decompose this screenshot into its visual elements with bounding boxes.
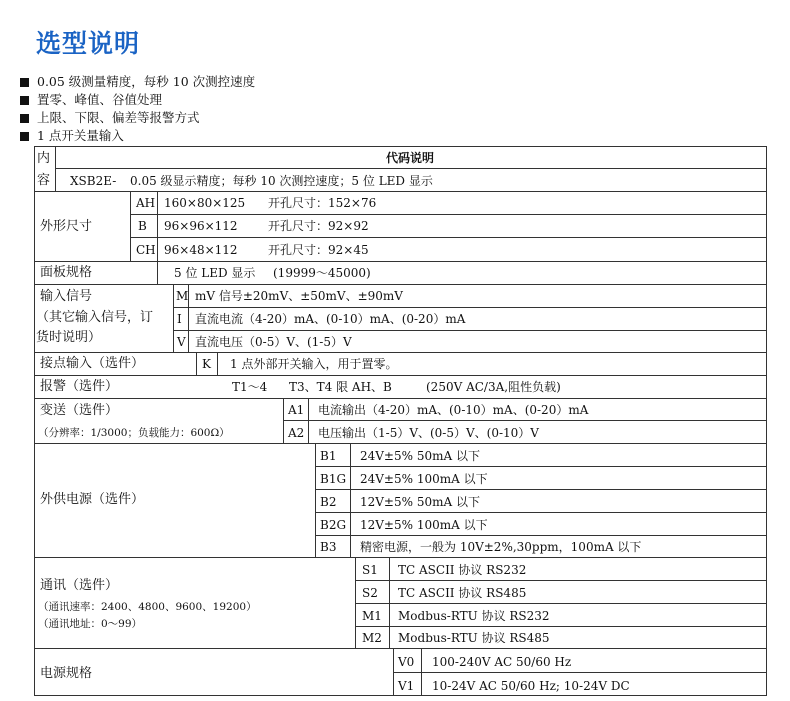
feature-item: 上限、下限、偏差等报警方式	[20, 111, 200, 125]
option-code: M	[176, 289, 189, 303]
dimensions-label: 外形尺寸	[40, 219, 93, 234]
option-code: V1	[398, 679, 415, 693]
option-desc: 12V±5% 50mA 以下	[360, 495, 480, 509]
option-code: B1G	[320, 472, 347, 486]
option-desc: TC ASCII 协议 RS485	[398, 586, 527, 600]
input-note: （其它输入信号，订	[36, 310, 154, 325]
option-code: AH	[136, 196, 156, 210]
option-code: M2	[362, 631, 382, 645]
option-desc: 96×48×112	[164, 243, 238, 257]
page-title: 选型说明	[36, 29, 141, 58]
option-desc: 1 点外部开关输入，用于置零。	[230, 357, 398, 371]
option-desc: 100-240V AC 50/60 Hz	[432, 655, 572, 669]
transmit-note: （分辨率：1/3000；负载能力：600Ω）	[38, 427, 230, 439]
model-desc: 0.05 级显示精度；每秒 10 次测控速度；5 位 LED 显示	[130, 174, 433, 188]
transmit-label: 变送（选件）	[40, 403, 119, 418]
comm-label: 通讯（选件）	[40, 578, 119, 593]
option-desc: 开孔尺寸：92×45	[268, 243, 369, 257]
panel-range: (19999～45000)	[273, 266, 371, 280]
option-desc: 精密电源，一般为 10V±2%,30ppm，100mA 以下	[360, 540, 642, 554]
option-code: CH	[136, 243, 156, 257]
option-code: V0	[398, 655, 415, 669]
input-label: 输入信号	[40, 289, 93, 304]
option-code: B	[138, 219, 147, 233]
option-desc: mV 信号±20mV、±50mV、±90mV	[195, 289, 403, 303]
comm-note: （通讯地址：0～99）	[38, 618, 143, 630]
option-code: B2G	[320, 518, 347, 532]
option-desc: 直流电压（0-5）V、(1-5）V	[195, 335, 352, 349]
option-code: I	[177, 312, 182, 326]
option-desc: 开孔尺寸：152×76	[268, 196, 377, 210]
option-desc: 160×80×125	[164, 196, 246, 210]
option-desc: 电流输出（4-20）mA、(0-10）mA、(0-20）mA	[318, 403, 589, 417]
model-code: XSB2E-	[70, 174, 117, 188]
feature-item: 0.05 级测量精度，每秒 10 次测控速度	[20, 75, 255, 89]
option-desc: 直流电流（4-20）mA、(0-10）mA、(0-20）mA	[195, 312, 466, 326]
option-code: V	[177, 335, 186, 349]
content-label: 容	[37, 173, 51, 188]
comm-note: （通讯速率：2400、4800、9600、19200）	[38, 601, 257, 613]
panel-label: 面板规格	[40, 265, 93, 280]
alarm-label: 报警（选件）	[40, 379, 119, 394]
content-label: 内	[37, 151, 51, 166]
option-code: B3	[320, 540, 337, 554]
option-code: B2	[320, 495, 337, 509]
option-code: A1	[288, 403, 305, 417]
option-desc: 电压输出（1-5）V、(0-5）V、(0-10）V	[318, 426, 539, 440]
option-desc: Modbus-RTU 协议 RS485	[398, 631, 550, 645]
option-desc: 24V±5% 50mA 以下	[360, 449, 480, 463]
power-label: 电源规格	[40, 666, 93, 681]
bullet-square-icon	[20, 96, 29, 105]
panel-desc: 5 位 LED 显示	[174, 266, 256, 280]
alarm-rating: (250V AC/3A,阻性负载)	[426, 380, 561, 394]
option-code: S2	[362, 586, 378, 600]
option-code: A2	[288, 426, 305, 440]
option-desc: 96×96×112	[164, 219, 238, 233]
option-code: K	[202, 357, 211, 371]
option-code: S1	[362, 563, 378, 577]
code-header: 代码说明	[386, 151, 435, 165]
contact-label: 接点输入（选件）	[40, 356, 145, 371]
option-desc: 10-24V AC 50/60 Hz; 10-24V DC	[432, 679, 630, 693]
bullet-square-icon	[20, 78, 29, 87]
bullet-square-icon	[20, 132, 29, 141]
option-code: T1～4	[232, 380, 268, 394]
input-note: 货时说明）	[36, 330, 102, 345]
option-code: B1	[320, 449, 337, 463]
option-desc: TC ASCII 协议 RS232	[398, 563, 527, 577]
supply-label: 外供电源（选件）	[40, 492, 145, 507]
option-desc: 12V±5% 100mA 以下	[360, 518, 488, 532]
bullet-square-icon	[20, 114, 29, 123]
feature-item: 置零、峰值、谷值处理	[20, 93, 162, 107]
option-desc: Modbus-RTU 协议 RS232	[398, 609, 550, 623]
option-desc: T3、T4 限 AH、B	[289, 380, 392, 394]
feature-item: 1 点开关量输入	[20, 129, 124, 143]
option-desc: 开孔尺寸：92×92	[268, 219, 369, 233]
option-desc: 24V±5% 100mA 以下	[360, 472, 488, 486]
option-code: M1	[362, 609, 382, 623]
